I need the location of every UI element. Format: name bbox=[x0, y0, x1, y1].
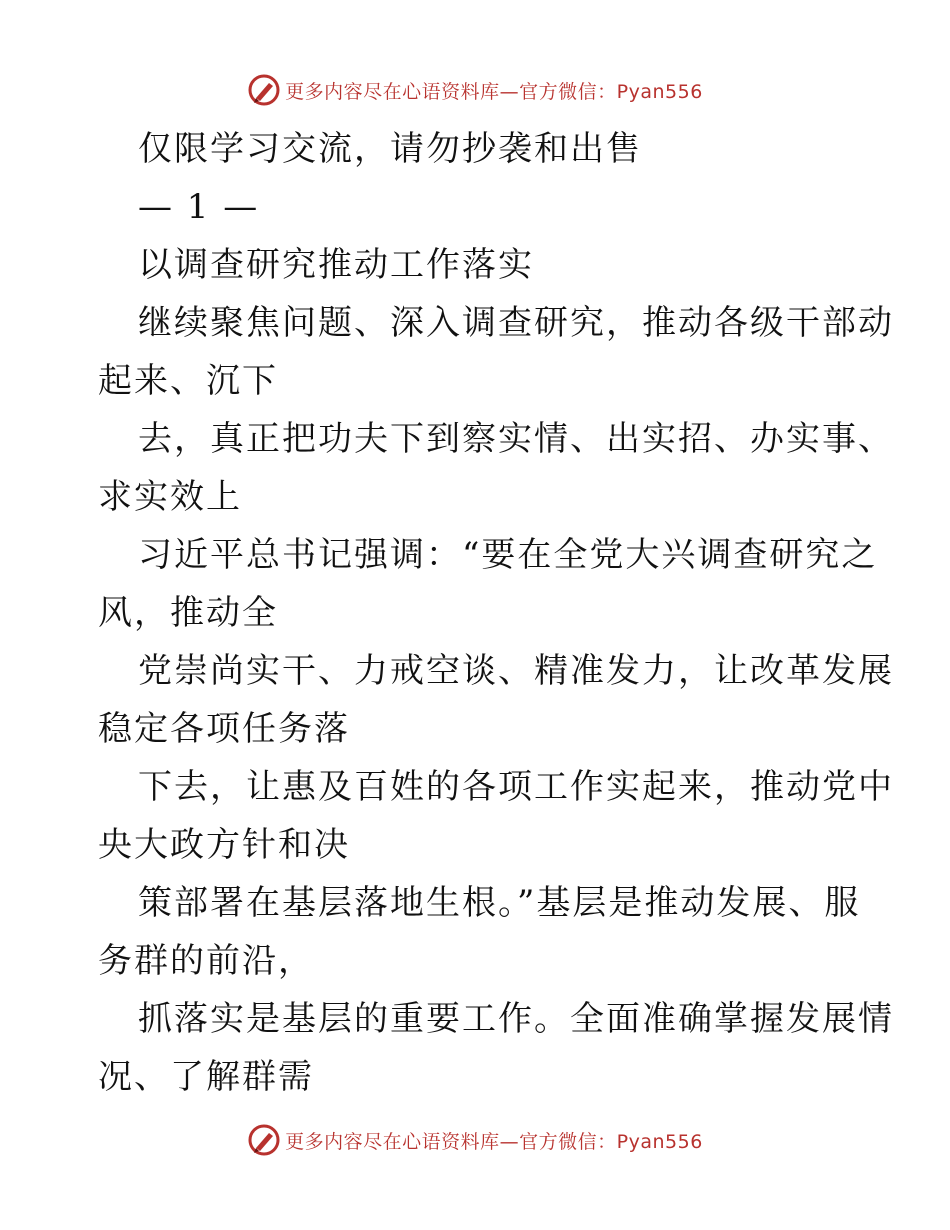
pen-logo-icon bbox=[247, 1123, 281, 1157]
header-banner bbox=[0, 70, 950, 110]
paragraph-line: 下去，让惠及百姓的各项工作实起来，推动党中 bbox=[138, 767, 894, 807]
footer-banner bbox=[0, 1120, 950, 1160]
disclaimer-line: 仅限学习交流，请勿抄袭和出售 bbox=[138, 129, 642, 169]
paragraph-line: 策部署在基层落地生根。”基层是推动发展、服 bbox=[138, 883, 861, 923]
paragraph-line: 况、了解群需 bbox=[98, 1057, 314, 1097]
paragraph-line: 稳定各项任务落 bbox=[98, 709, 350, 749]
paragraph-line: 央大政方针和决 bbox=[98, 825, 350, 865]
document-body bbox=[98, 120, 894, 1106]
document-title: 以调查研究推动工作落实 bbox=[138, 245, 534, 285]
paragraph-line: 继续聚焦问题、深入调查研究，推动各级干部动 bbox=[138, 303, 894, 343]
pen-logo-icon bbox=[247, 73, 281, 107]
footer-banner-text: 更多内容尽在心语资料库—官方微信：Pyan556 bbox=[285, 1130, 703, 1153]
paragraph-line: 起来、沉下 bbox=[98, 361, 278, 401]
page-number: — 1 — bbox=[138, 187, 260, 227]
paragraph-line: 务群的前沿， bbox=[98, 941, 314, 981]
paragraph-line: 风，推动全 bbox=[98, 593, 278, 633]
paragraph-line: 求实效上 bbox=[98, 477, 242, 517]
paragraph-line: 习近平总书记强调：“要在全党大兴调查研究之 bbox=[138, 535, 878, 575]
paragraph-line: 去，真正把功夫下到察实情、出实招、办实事、 bbox=[138, 419, 894, 459]
paragraph-line: 党崇尚实干、力戒空谈、精准发力，让改革发展 bbox=[138, 651, 894, 691]
paragraph-line: 抓落实是基层的重要工作。全面准确掌握发展情 bbox=[138, 999, 894, 1039]
header-banner-text: 更多内容尽在心语资料库—官方微信：Pyan556 bbox=[285, 80, 703, 103]
